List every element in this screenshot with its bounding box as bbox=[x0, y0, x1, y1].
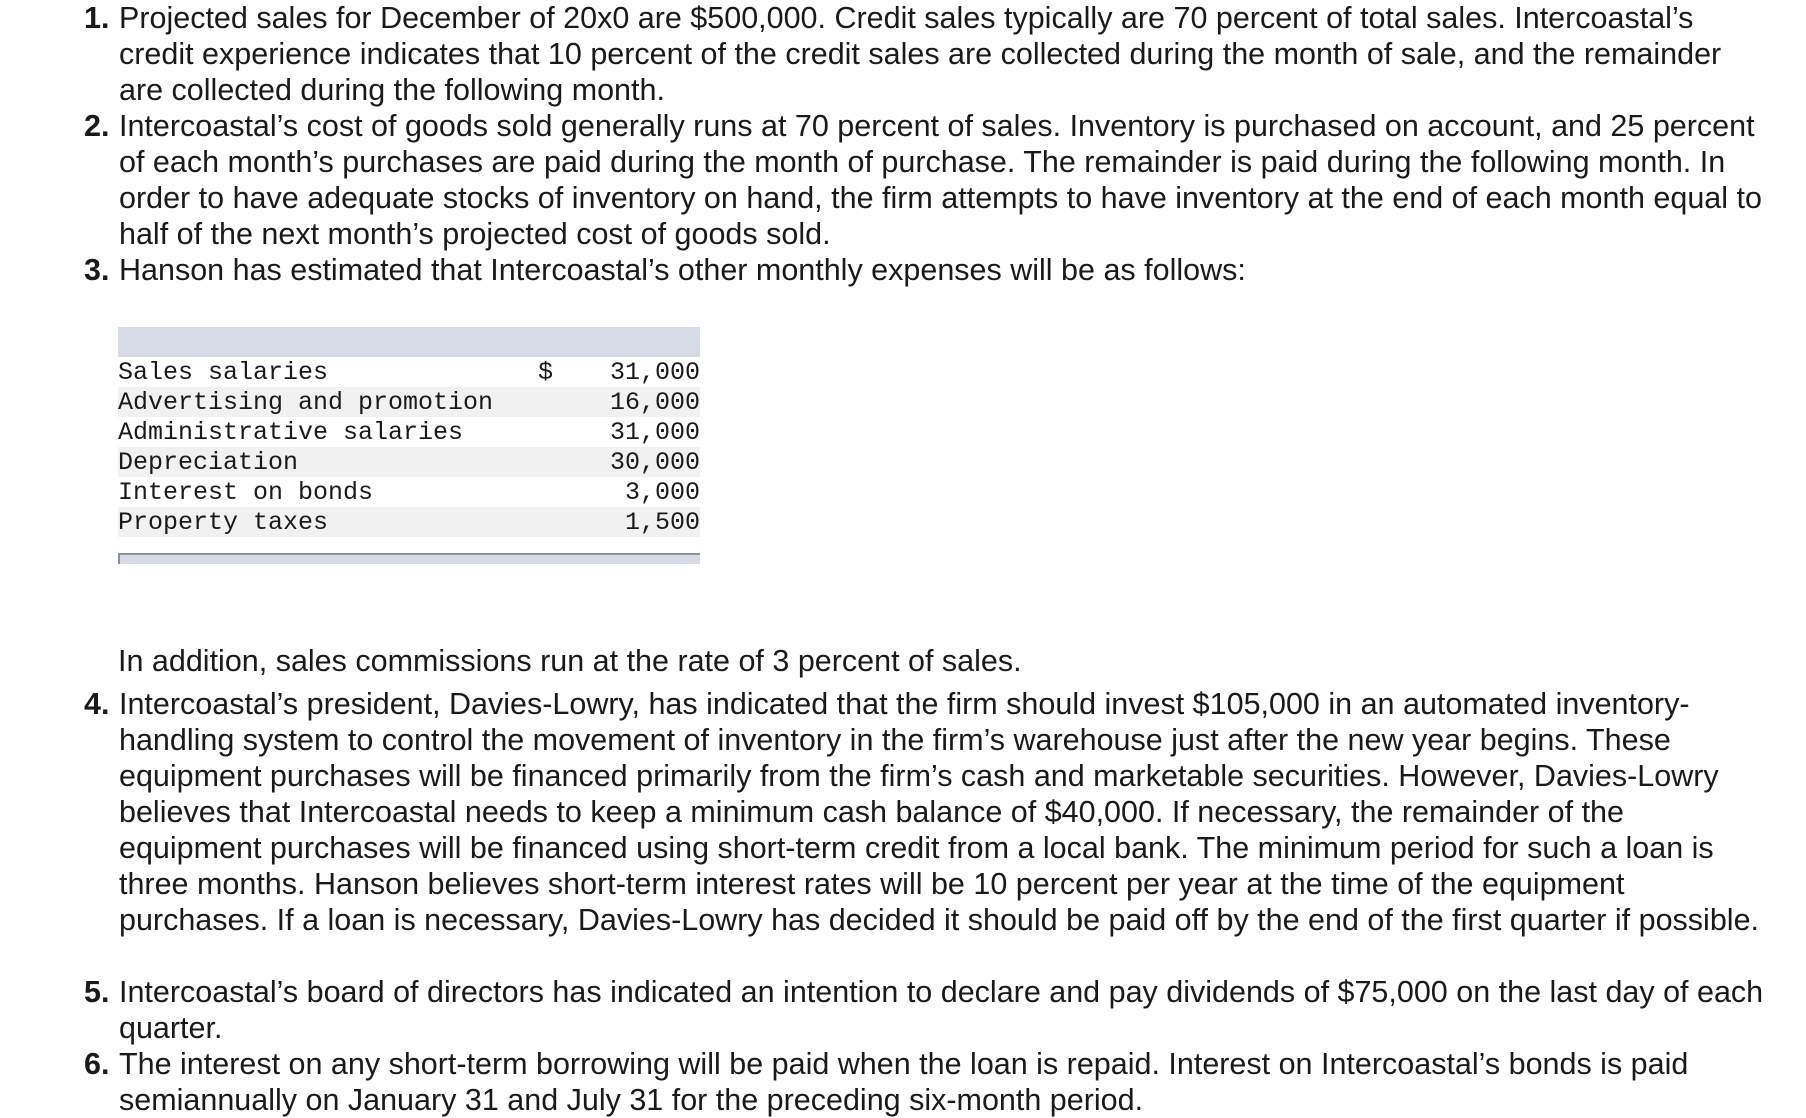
expense-table-footer-bar bbox=[118, 553, 700, 564]
item-number: 3. bbox=[84, 253, 110, 287]
list-item-2 bbox=[84, 108, 1764, 252]
commission-note: In addition, sales commissions run at the rate of 3 percent of sales. bbox=[118, 643, 1022, 678]
expense-label: Interest on bonds bbox=[118, 477, 374, 507]
item-number: 1. bbox=[84, 1, 110, 35]
expense-amount: 3,000 bbox=[624, 477, 700, 507]
item-text: Intercoastal’s board of directors has indicated an intention to declare and pay dividends of $75,000 on the last day of each quarter. bbox=[119, 975, 1764, 1045]
expense-label: Sales salaries bbox=[118, 357, 329, 387]
table-row bbox=[118, 357, 700, 387]
list-item-1 bbox=[84, 0, 1764, 108]
table-row bbox=[118, 417, 700, 447]
expense-table bbox=[118, 357, 700, 537]
currency-symbol: $ bbox=[538, 357, 554, 387]
list-item-5 bbox=[84, 974, 1764, 1046]
item-text: Hanson has estimated that Intercoastal’s other monthly expenses will be as follows: bbox=[119, 253, 1246, 287]
expense-amount: 16,000 bbox=[609, 387, 700, 417]
expense-label: Depreciation bbox=[118, 447, 299, 477]
list-item-3 bbox=[84, 252, 1764, 288]
expense-label: Advertising and promotion bbox=[118, 387, 494, 417]
expense-table-header-bar bbox=[118, 327, 700, 357]
item-text: The interest on any short-term borrowing will be paid when the loan is repaid. Interest on Intercoastal’s bonds is paid semiannually on January 31 and July 31 for the preceding six-month period. bbox=[119, 1047, 1689, 1117]
item-number: 4. bbox=[84, 687, 110, 721]
list-item-6 bbox=[84, 1046, 1764, 1118]
item-text: Intercoastal’s president, Davies-Lowry, has indicated that the firm should invest $105,000 in an automated inventory-handling system to control the movement of inventory in the firm’s warehouse just after the new year begins. These equipment purchases will be financed primarily from the firm’s cash and marketable securities. However, Davies-Lowry believes that Intercoastal needs to keep a minimum cash balance of $40,000. If necessary, the remainder of the equipment purchases will be financed using short-term credit from a local bank. The minimum period for such a loan is three months. Hanson believes short-term interest rates will be 10 percent per year at the time of the equipment purchases. If a loan is necessary, Davies-Lowry has decided it should be paid off by the end of the first quarter if possible. bbox=[119, 687, 1760, 937]
item-number: 5. bbox=[84, 975, 110, 1009]
expense-label: Administrative salaries bbox=[118, 417, 464, 447]
table-row bbox=[118, 477, 700, 507]
table-row bbox=[118, 507, 700, 537]
item-number: 2. bbox=[84, 109, 110, 143]
table-row bbox=[118, 447, 700, 477]
table-row bbox=[118, 387, 700, 417]
expense-label: Property taxes bbox=[118, 507, 329, 537]
item-text: Intercoastal’s cost of goods sold generally runs at 70 percent of sales. Inventory is purchased on account, and 25 percent of each month’s purchases are paid during the month of purchase. The remainder is paid during the following month. In order to have adequate stocks of inventory on hand, the firm attempts to have inventory at the end of each month equal to half of the next month’s projected cost of goods sold. bbox=[119, 109, 1762, 251]
expense-amount: 31,000 bbox=[609, 357, 700, 387]
list-item-4 bbox=[84, 686, 1764, 938]
item-text: Projected sales for December of 20x0 are $500,000. Credit sales typically are 70 percent of total sales. Intercoastal’s credit experience indicates that 10 percent of the credit sales are collected during the month of sale, and the remainder are collected during the following month. bbox=[119, 1, 1722, 107]
expense-amount: 30,000 bbox=[609, 447, 700, 477]
expense-table-container bbox=[118, 327, 700, 567]
expense-amount: 1,500 bbox=[624, 507, 700, 537]
expense-amount: 31,000 bbox=[609, 417, 700, 447]
item-number: 6. bbox=[84, 1047, 110, 1081]
